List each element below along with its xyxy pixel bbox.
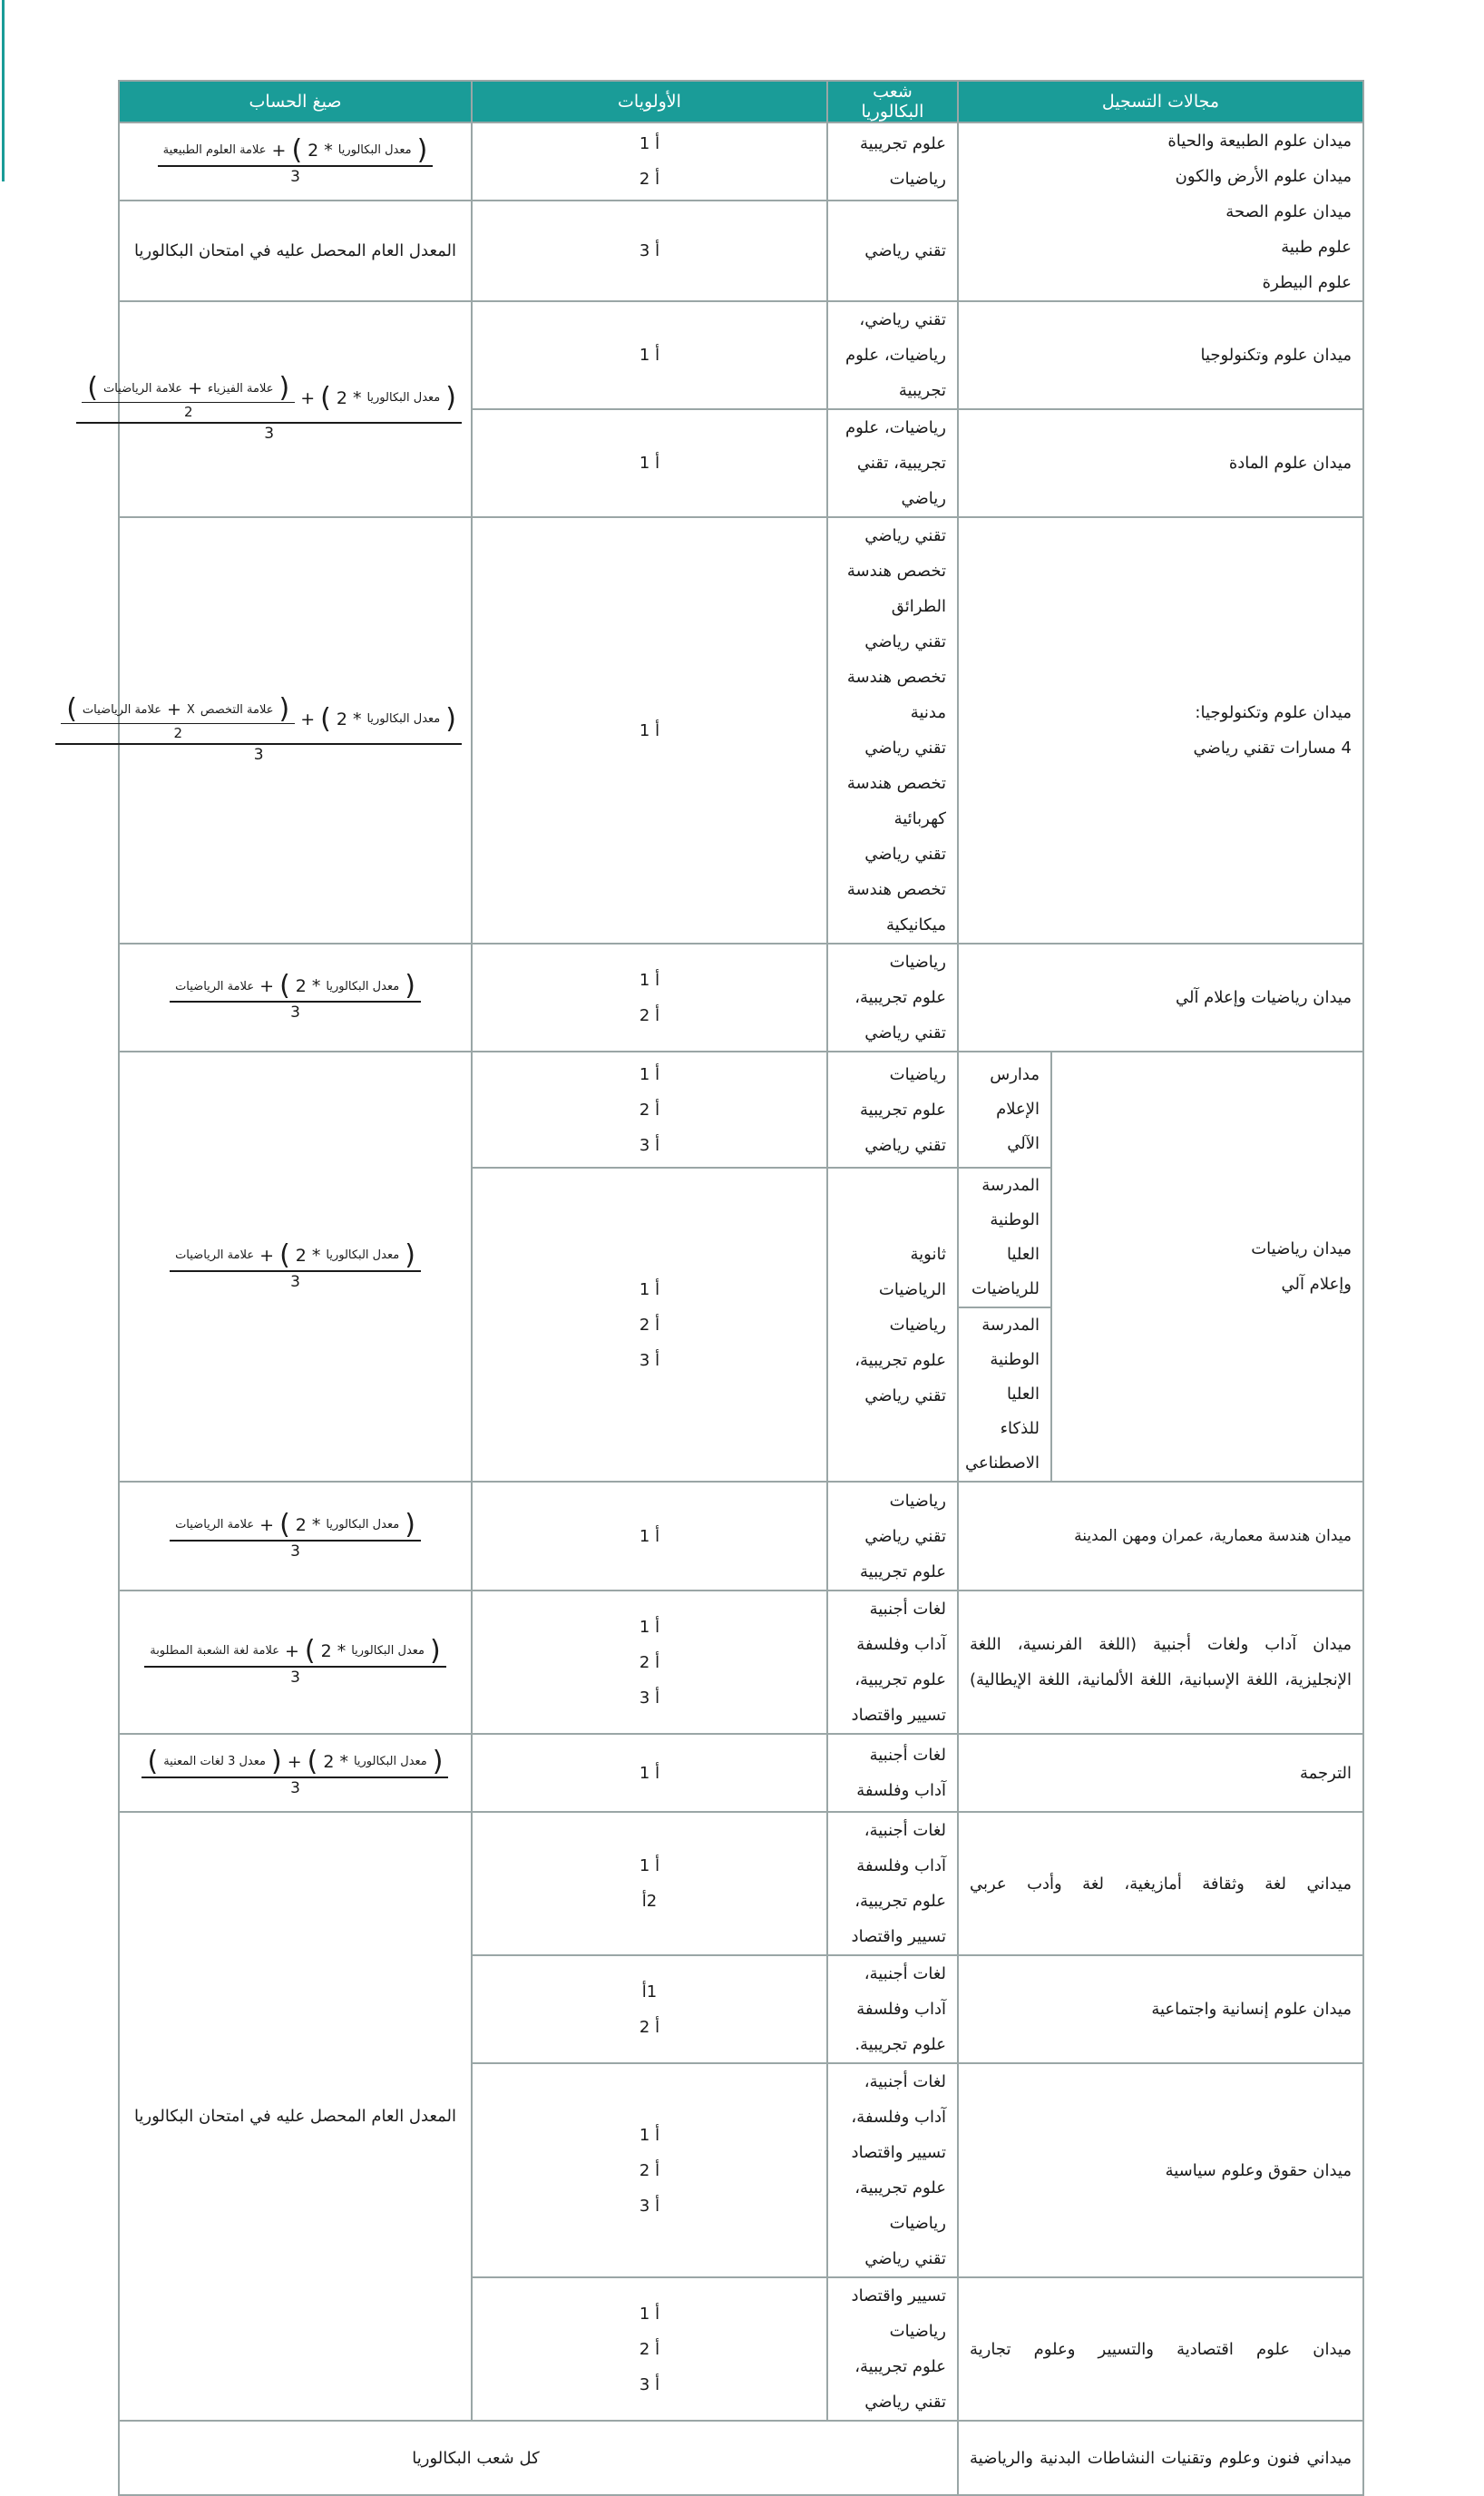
priority-cell: أ 1 2أ [472, 1812, 827, 1955]
priority-cell: أ 1 أ 2 أ 3 [472, 1591, 827, 1734]
bac-cell: رياضيات، علوم تجريبية، تقني رياضي [827, 409, 958, 517]
domain-cell: ميدان علوم وتكنولوجيا [958, 301, 1363, 409]
formula-fraction [142, 1745, 448, 1797]
formula-cell [119, 1052, 472, 1482]
formula-numerator: ( معدل البكالوريا * 2 ) + ( علامة الفيزياء + علامة الرياضيات ) 2 [76, 376, 462, 424]
formula-denominator: 3 [264, 425, 275, 443]
bac-line: رياضيات [889, 170, 946, 190]
domain-line: علوم طبية [1281, 238, 1352, 257]
formula-cell [87, 301, 472, 517]
priority-cell: أ 1 أ 2 أ 3 [472, 2063, 827, 2277]
header-bac: شعب البكالوريا [827, 81, 958, 122]
formula-denominator: 3 [253, 746, 264, 764]
bac-cell: تقني رياضي، رياضيات، علوم تجريبية [827, 301, 958, 409]
formula-fraction [170, 970, 421, 1022]
formula-cell [119, 1482, 472, 1591]
priority-cell: أ 1 [472, 301, 827, 409]
formula-denominator: 3 [290, 1668, 300, 1687]
bac-cell: ثانوية الرياضيات رياضيات علوم تجريبية، تقني رياضي [827, 1168, 958, 1482]
priority-cell: أ 1 [472, 409, 827, 517]
bac-cell: رياضيات علوم تجريبية، تقني رياضي [827, 944, 958, 1052]
priority-cell: 1أ أ 2 [472, 1955, 827, 2063]
formula-numerator: ( معدل البكالوريا * 2 ) + علامة الرياضيات [170, 974, 421, 1003]
formula-numerator: ( معدل البكالوريا * 2 ) + علامة العلوم الطبيعية [158, 138, 434, 167]
formula-numerator: ( معدل البكالوريا * 2 ) + علامة الرياضيات [170, 1512, 421, 1542]
table-row [119, 301, 1363, 409]
priority-cell: أ 1 أ 2 أ 3 [472, 1168, 827, 1482]
domain-cell: ميدان علوم اقتصادية والتسيير وعلوم تجارية [958, 2277, 1363, 2421]
domain-cell: ميدان آداب ولغات أجنبية (اللغة الفرنسية، اللغة الإنجليزية، اللغة الإسبانية، اللغة الألمانية، اللغة الإيطالية) [958, 1591, 1363, 1734]
formula-fraction [170, 1508, 421, 1561]
registration-table [66, 80, 1364, 2496]
bac-cell: لغات أجنبية آداب وفلسفة علوم تجريبية، تسيير واقتصاد [827, 1591, 958, 1734]
domain-cell: ميدان علوم وتكنولوجيا: 4 مسارات تقني رياضي [958, 517, 1363, 944]
formula-inner-fraction: ( علامة التخصص X + علامة الرياضيات ) 2 [61, 697, 295, 741]
priority-cell: أ 1 [472, 1482, 827, 1591]
formula-fraction [144, 1634, 446, 1687]
table-row [119, 1482, 1363, 1591]
all-bac-cell: كل شعب البكالوريا [119, 2421, 958, 2495]
priority-cell [472, 122, 827, 201]
bac-cell: لغات أجنبية آداب وفلسفة [827, 1734, 958, 1812]
formula-numerator: ( معدل البكالوريا * 2 ) + علامة لغة الشعبة المطلوبة [144, 1639, 446, 1668]
formula-fraction [158, 133, 434, 186]
table-row [119, 517, 1363, 944]
table-row [119, 122, 1363, 201]
formula-cell [119, 1734, 472, 1812]
priority-cell: أ 1 [472, 1734, 827, 1812]
formula-numerator: ( معدل البكالوريا * 2 ) + علامة الرياضيات [170, 1243, 421, 1272]
sub-domain-cell: المدرسة الوطنية العليا للرياضيات [958, 1168, 1051, 1307]
sub-domain-cell: مدارس الإعلام الآلي [958, 1052, 1051, 1168]
priority-line: أ 1 [639, 134, 660, 154]
bac-line: تقني رياضي [864, 241, 946, 261]
domain-cell: ميدان هندسة معمارية، عمران ومهن المدينة [958, 1482, 1363, 1591]
bac-cell [827, 122, 958, 201]
formula-fraction [55, 693, 462, 764]
domain-cell: ميدان رياضيات وإعلام آلي [958, 944, 1363, 1052]
formula-cell: المعدل العام المحصل عليه في امتحان البكالوريا [119, 1812, 472, 2421]
table-row [119, 1812, 1363, 1955]
bac-cell: تقني رياضي تخصص هندسة الطرائق تقني رياضي تخصص هندسة مدنية تقني رياضي تخصص هندسة كهربائية تقني رياضي تخصص هندسة ميكانيكية [827, 517, 958, 944]
table-row [119, 1591, 1363, 1734]
priority-cell: أ 1 [472, 517, 827, 944]
priority-cell: أ 1 أ 2 أ 3 [472, 1052, 827, 1168]
header-priorities: الأولويات [472, 81, 827, 122]
bac-line: علوم تجريبية [860, 134, 946, 154]
priority-line: أ 3 [639, 241, 660, 261]
priority-cell: أ 1 أ 2 أ 3 [472, 2277, 827, 2421]
formula-cell [119, 1591, 472, 1734]
domain-cell: ميداني فنون وعلوم وتقنيات النشاطات البدنية والرياضية [958, 2421, 1363, 2495]
formula-cell: المعدل العام المحصل عليه في امتحان البكالوريا [119, 201, 472, 301]
domain-cell: ميدان علوم إنسانية واجتماعية [958, 1955, 1363, 2063]
domain-cell: ميدان حقوق وعلوم سياسية [958, 2063, 1363, 2277]
bac-cell: لغات أجنبية، آداب وفلسفة علوم تجريبية، تسيير واقتصاد [827, 1812, 958, 1955]
formula-denominator: 3 [290, 1778, 300, 1797]
table-row [119, 1734, 1363, 1812]
header-domains: مجالات التسجيل [958, 81, 1363, 122]
bac-cell: رياضيات علوم تجريبية تقني رياضي [827, 1052, 958, 1168]
table-row [119, 944, 1363, 1052]
domain-cell: ميداني لغة وثقافة أمازيغية، لغة وأدب عربي [958, 1812, 1363, 1955]
formula-cell [119, 122, 472, 201]
formula-cell [66, 517, 472, 944]
formula-denominator: 3 [290, 1542, 300, 1561]
table-header-row [119, 81, 1363, 122]
formula-cell [119, 944, 472, 1052]
bac-cell [827, 201, 958, 301]
priority-cell: أ 1 أ 2 [472, 944, 827, 1052]
bac-cell: لغات أجنبية، آداب وفلسفة، تسيير واقتصاد علوم تجريبية، رياضيات تقني رياضي [827, 2063, 958, 2277]
side-accent-line [2, 0, 5, 181]
table-row [119, 2421, 1363, 2495]
domain-line: ميدان علوم الأرض والكون [1175, 167, 1352, 186]
domain-cell: الترجمة [958, 1734, 1363, 1812]
priority-cell [472, 201, 827, 301]
header-formulas: صيغ الحساب [119, 81, 472, 122]
formula-numerator: ( معدل البكالوريا * 2 ) + ( معدل 3 لغات المعنية ) [142, 1749, 448, 1778]
bac-cell: رياضيات تقني رياضي علوم تجريبية [827, 1482, 958, 1591]
formula-denominator: 3 [290, 1003, 300, 1022]
formula-numerator: ( معدل البكالوريا * 2 ) + ( علامة التخصص X + علامة الرياضيات ) 2 [55, 697, 462, 745]
domain-line: علوم البيطرة [1262, 273, 1352, 292]
priority-line: أ 2 [639, 170, 660, 190]
registration-table-page [66, 80, 1364, 2496]
formula-denominator: 3 [290, 1272, 300, 1291]
domain-cell: ميدان رياضيات وإعلام آلي [1051, 1052, 1363, 1482]
formula-fraction [76, 372, 462, 443]
domain-line: ميدان علوم الطبيعة والحياة [1167, 132, 1352, 151]
formula-inner-fraction: ( علامة الفيزياء + علامة الرياضيات ) 2 [82, 376, 295, 420]
bac-cell: تسيير واقتصاد رياضيات علوم تجريبية، تقني رياضي [827, 2277, 958, 2421]
domain-cell: ميدان علوم المادة [958, 409, 1363, 517]
domain-line: ميدان علوم الصحة [1225, 202, 1352, 221]
sub-domain-cell: المدرسة الوطنية العليا للذكاء الاصطناعي [958, 1307, 1051, 1482]
domain-cell [958, 122, 1363, 301]
bac-cell: لغات أجنبية، آداب وفلسفة علوم تجريبية. [827, 1955, 958, 2063]
table-row [119, 1052, 1363, 1168]
formula-denominator: 3 [290, 167, 300, 186]
formula-fraction [170, 1238, 421, 1291]
